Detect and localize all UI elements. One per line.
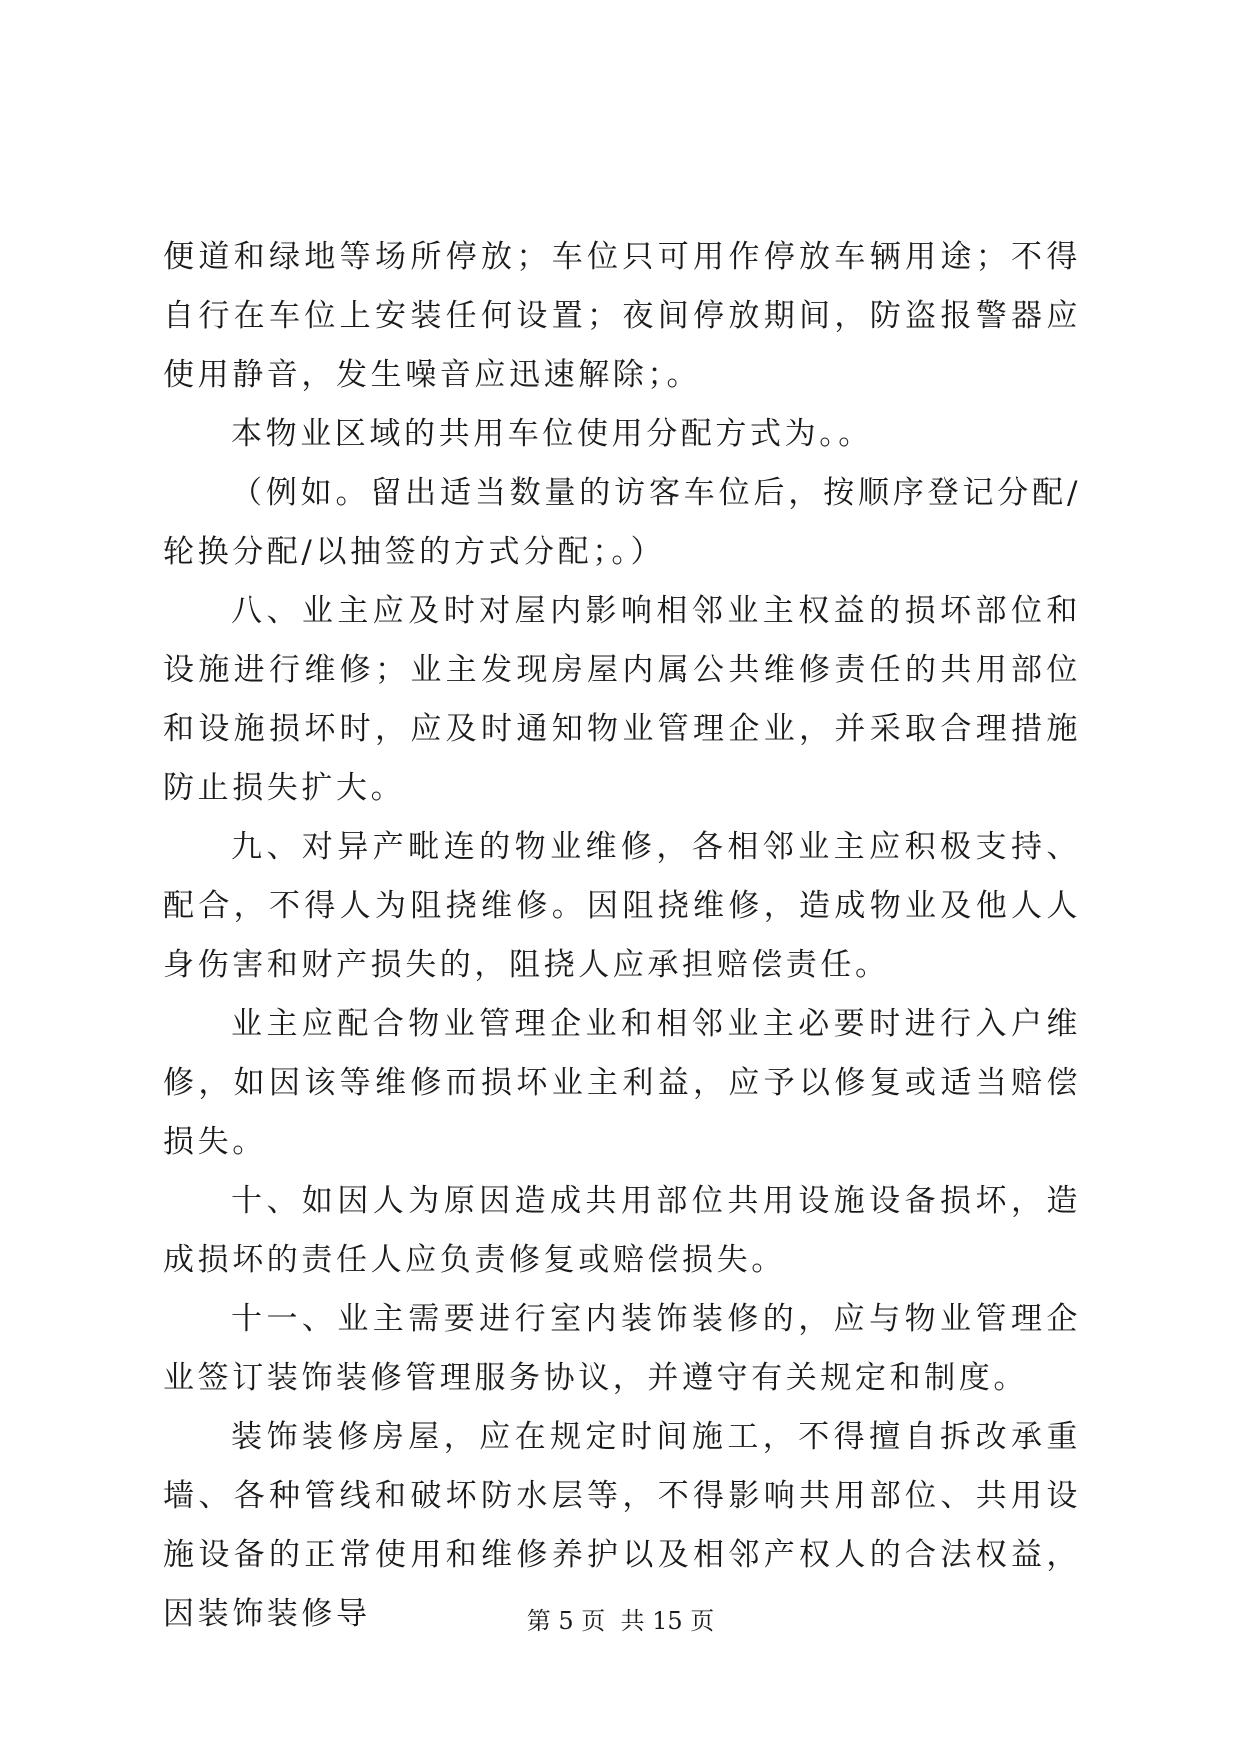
paragraph: 八、业主应及时对屋内影响相邻业主权益的损坏部位和设施进行维修；业主发现房屋内属公共维修责任的共用部位和设施损坏时，应及时通知物业管理企业，并采取合理措施防止损失扩大。	[163, 593, 1081, 806]
paragraph: 便道和绿地等场所停放；车位只可用作停放车辆用途；不得自行在车位上安装任何设置；夜间停放期间，防盗报警器应使用静音，发生噪音应迅速解除；。	[163, 239, 1081, 393]
paragraph: 十、如因人为原因造成共用部位共用设施设备损坏，造成损坏的责任人应负责修复或赔偿损失。	[163, 1183, 1081, 1278]
paragraph: 装饰装修房屋，应在规定时间施工，不得擅自拆改承重墙、各种管线和破坏防水层等，不得影响共用部位、共用设施设备的正常使用和维修养护以及相邻产权人的合法权益，因装饰装修导	[163, 1419, 1081, 1632]
page-footer	[0, 1606, 1241, 1636]
paragraph: 十一、业主需要进行室内装饰装修的，应与物业管理企业签订装饰装修管理服务协议，并遵守有关规定和制度。	[163, 1301, 1081, 1396]
paragraph: （例如。留出适当数量的访客车位后，按顺序登记分配/轮换分配/以抽签的方式分配；。）	[163, 475, 1081, 570]
paragraph: 本物业区域的共用车位使用分配方式为。。	[231, 416, 873, 452]
page-number: 第 5 页	[526, 1607, 606, 1635]
page-total: 共 15 页	[620, 1607, 715, 1635]
paragraph: 业主应配合物业管理企业和相邻业主必要时进行入户维修，如因该等维修而损坏业主利益，应予以修复或适当赔偿损失。	[163, 1006, 1081, 1160]
document-body	[163, 228, 1081, 1644]
paragraph: 九、对异产毗连的物业维修，各相邻业主应积极支持、配合，不得人为阻挠维修。因阻挠维修，造成物业及他人人身伤害和财产损失的，阻挠人应承担赔偿责任。	[163, 829, 1081, 983]
